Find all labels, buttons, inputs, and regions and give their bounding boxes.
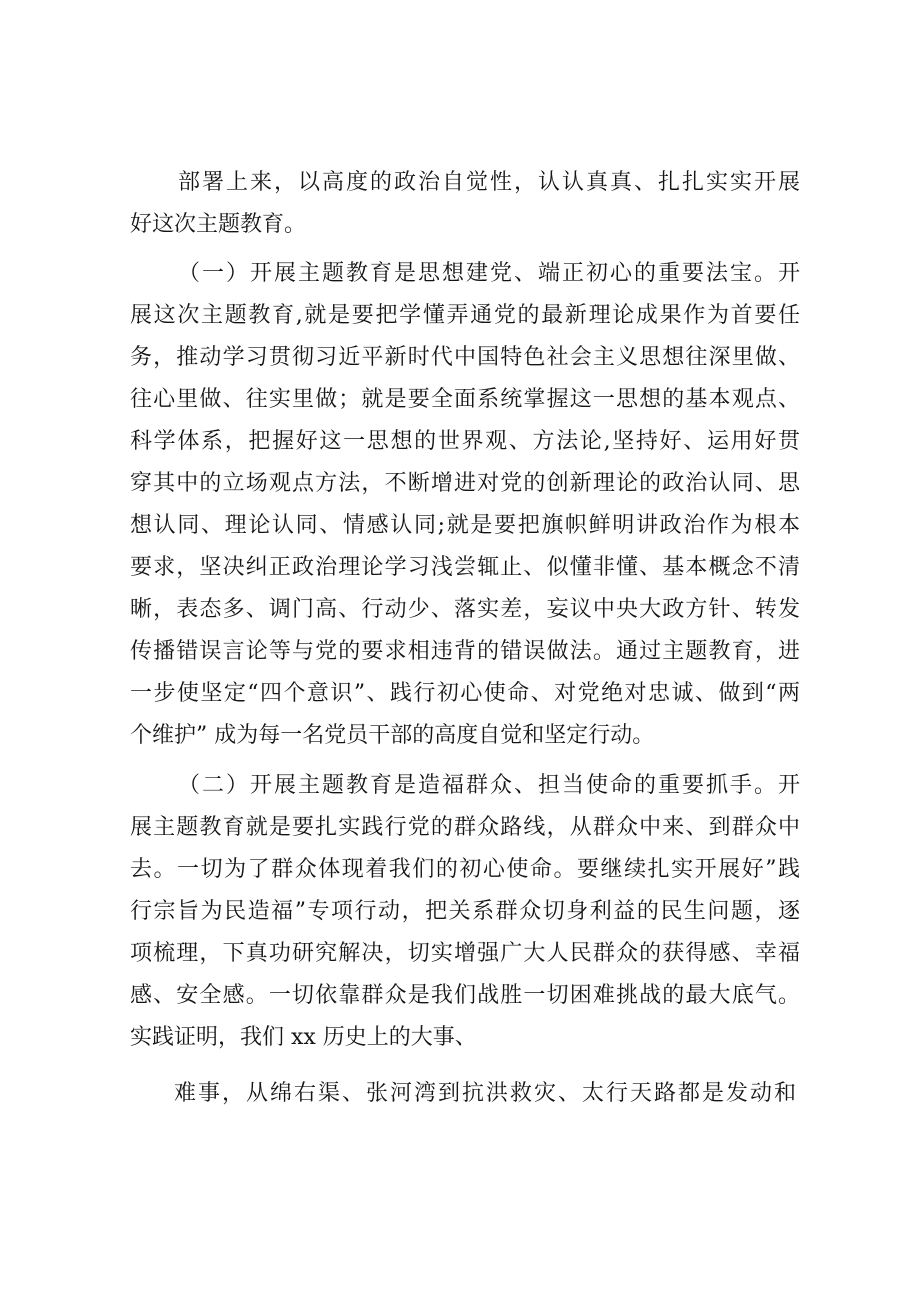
- paragraph-heading-line: （二）开展主题教育是造福群众、担当使命的重要抓手。开: [178, 773, 800, 798]
- text-line: 要求，坚决纠正政治理论学习浅尝辄止、似懂非懂、基本概念不清: [130, 555, 800, 580]
- text-line: 部署上来，以高度的政治自觉性，认认真真、扎扎实实开展: [178, 170, 800, 195]
- text-line: 难事，从绵右渠、张河湾到抗洪救灾、太行天路都是发动和: [174, 1081, 796, 1106]
- text-line: 科学体系，把握好这一思想的世界观、方法论,坚持好、运用好贯: [130, 429, 800, 454]
- text-line: 感、安全感。一切依靠群众是我们战胜一切困难挑战的最大底气。: [130, 983, 800, 1008]
- text-line: 实践证明，我们 xx 历史上的大事、: [130, 1025, 477, 1050]
- text-line: 一步使坚定“四个意识”、践行初心使命、对党绝对忠诚、做到“两: [130, 681, 800, 706]
- text-line: 个维护” 成为每一名党员干部的高度自觉和坚定行动。: [130, 723, 655, 748]
- text-line: 好这次主题教育。: [130, 212, 307, 237]
- text-line: 项梳理，下真功研究解决，切实增强广大人民群众的获得感、幸福: [130, 941, 800, 966]
- text-line: 务，推动学习贯彻习近平新时代中国特色社会主义思想往深里做、: [130, 345, 800, 370]
- text-line: 穿其中的立场观点方法，不断增进对党的创新理论的政治认同、思: [130, 471, 800, 496]
- text-line: 去。一切为了群众体现着我们的初心使命。要继续扎实开展好”践: [130, 857, 800, 882]
- text-line: 想认同、理论认同、情感认同;就是要把旗帜鲜明讲政治作为根本: [130, 513, 800, 538]
- text-line: 展主题教育就是要扎实践行党的群众路线，从群众中来、到群众中: [130, 815, 800, 840]
- text-line: 晰，表态多、调门高、行动少、落实差，妄议中央大政方针、转发: [130, 597, 800, 622]
- paragraph-heading-line: （一）开展主题教育是思想建党、端正初心的重要法宝。开: [178, 261, 800, 286]
- text-line: 展这次主题教育,就是要把学懂弄通党的最新理论成果作为首要任: [130, 303, 800, 328]
- text-line: 行宗旨为民造福”专项行动，把关系群众切身利益的民生问题，逐: [130, 899, 800, 924]
- text-line: 传播错误言论等与党的要求相违背的错误做法。通过主题教育，进: [130, 639, 800, 664]
- text-line: 往心里做、往实里做；就是要全面系统掌握这一思想的基本观点、: [130, 387, 800, 412]
